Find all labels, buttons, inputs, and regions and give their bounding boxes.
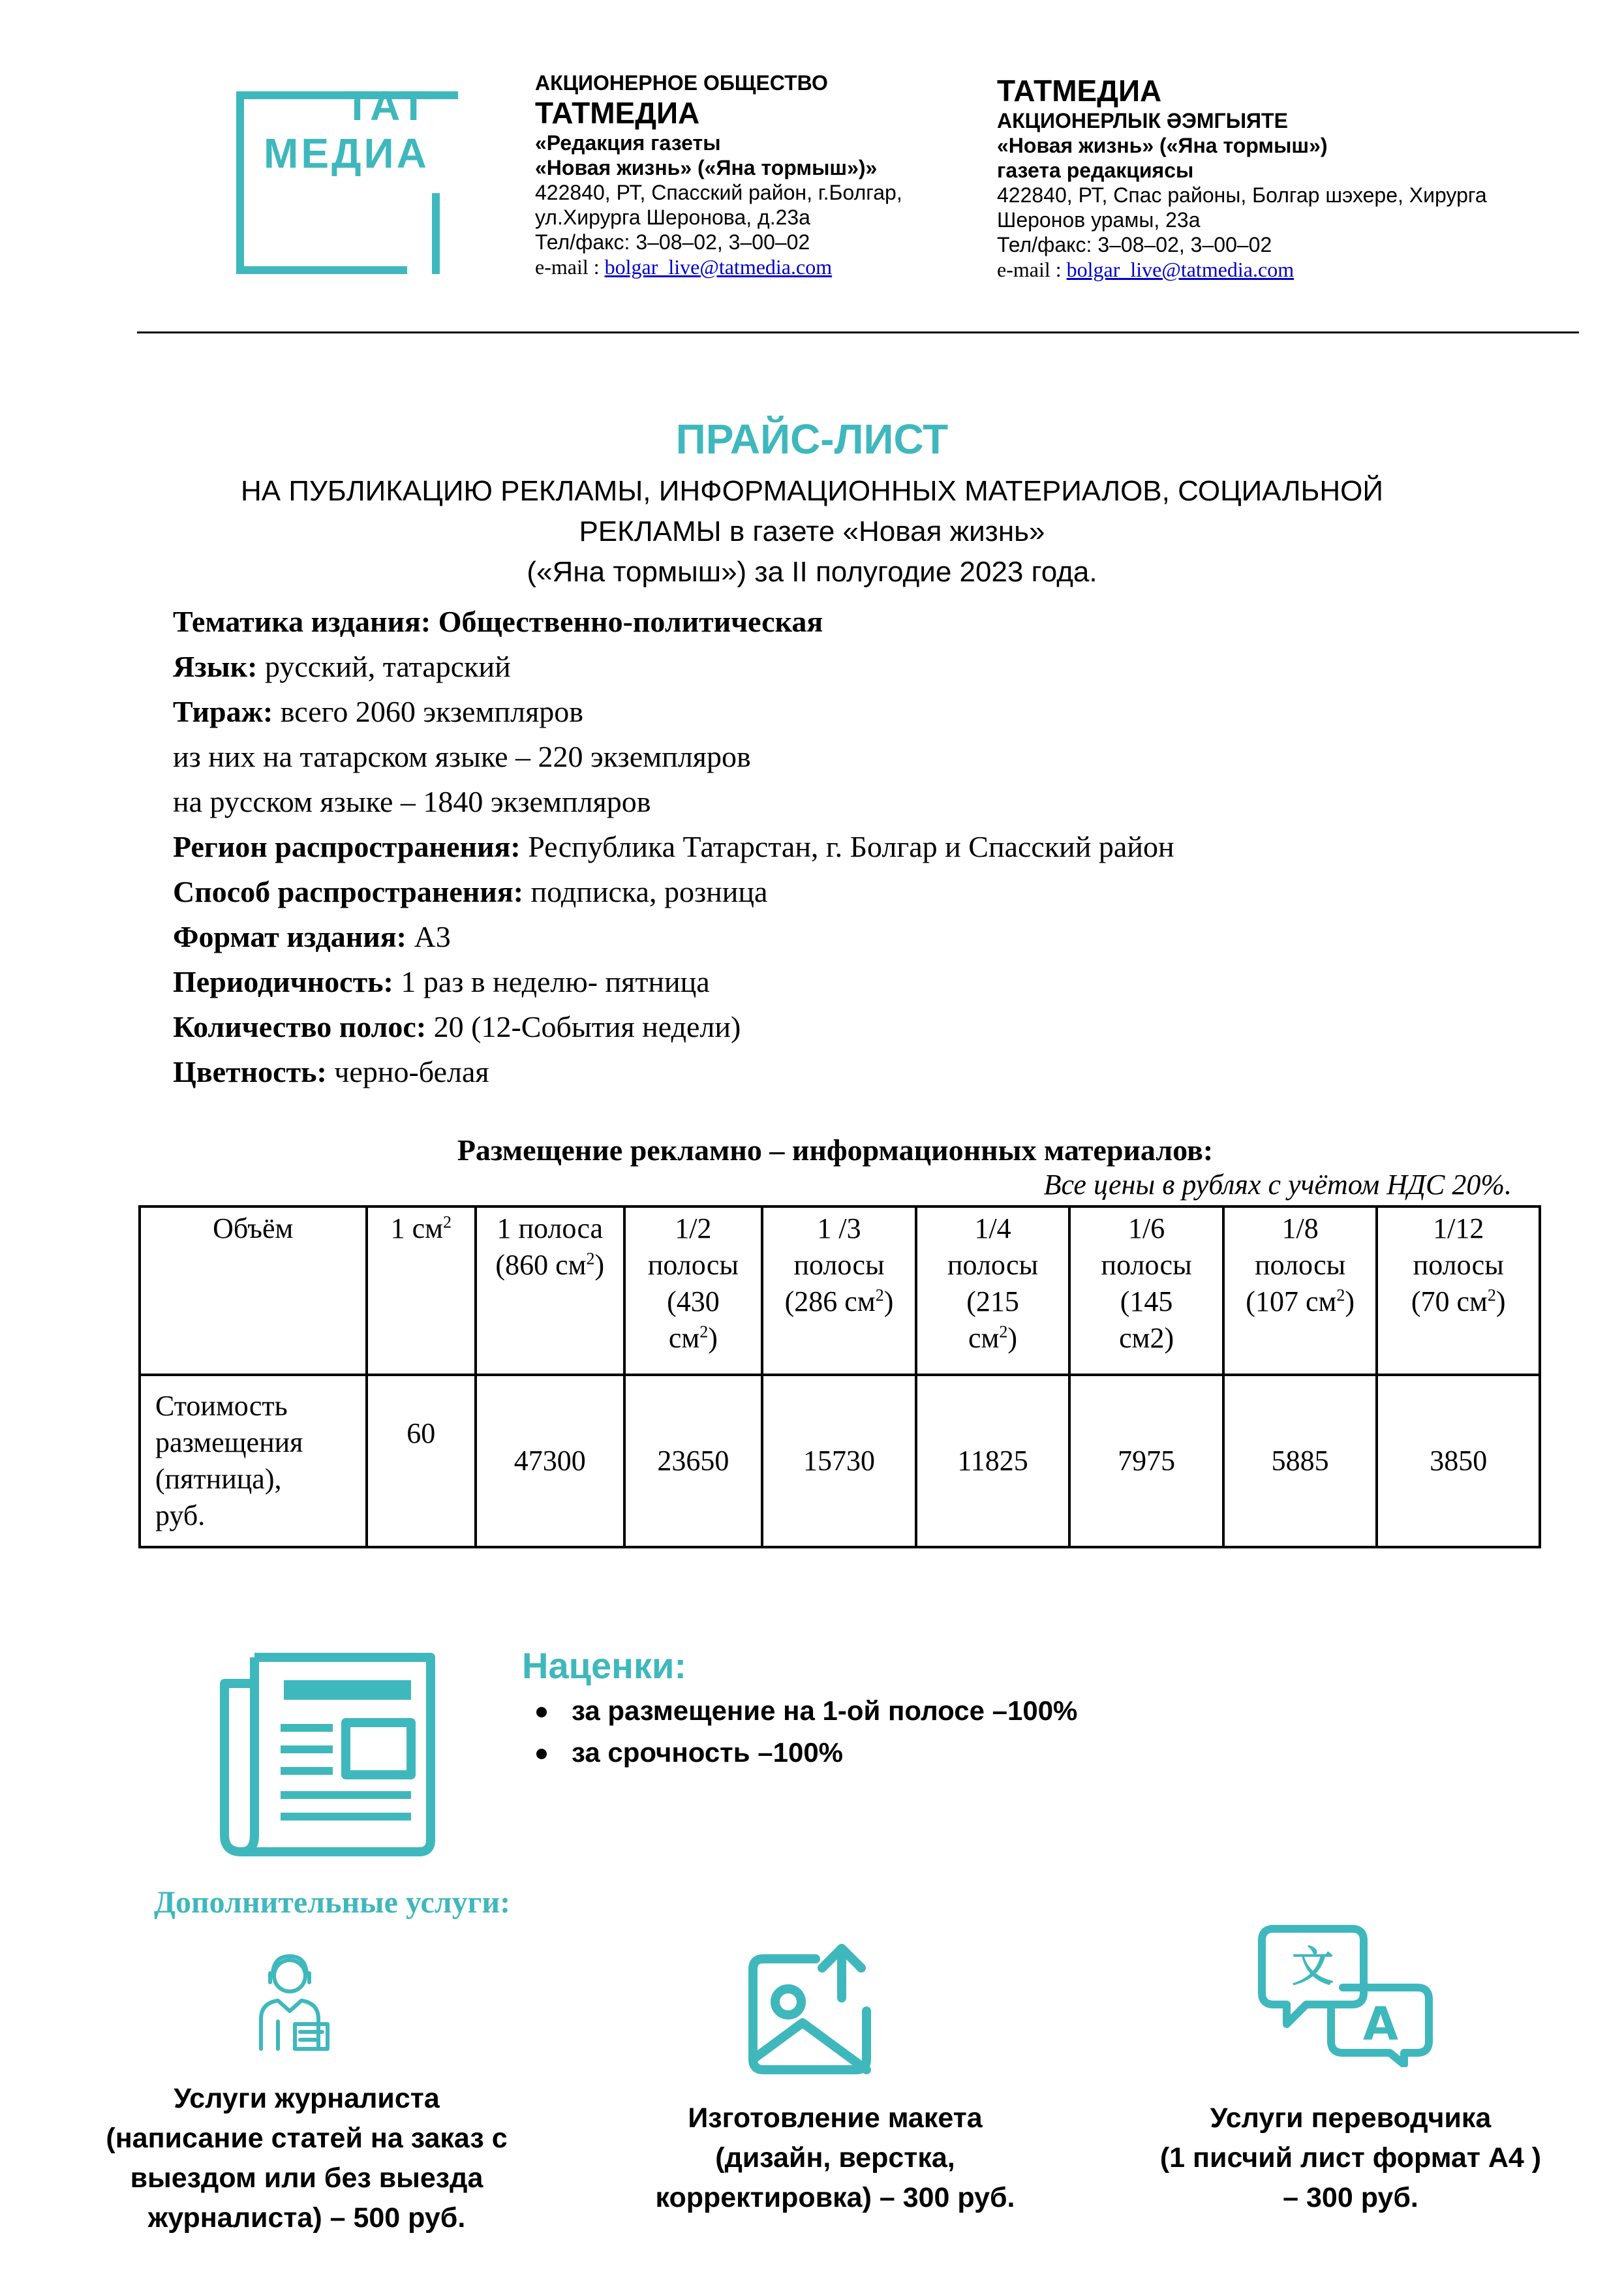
- table-cell: 3850: [1377, 1375, 1540, 1547]
- subtitle-line1: НА ПУБЛИКАЦИЮ РЕКЛАМЫ, ИНФОРМАЦИОННЫХ МАТЕРИАЛОВ, СОЦИАЛЬНОЙ: [241, 475, 1383, 507]
- info-row: Способ распространения: подписка, розница: [173, 875, 768, 908]
- publication-info: [173, 599, 1174, 1094]
- table-header-cell: 1/8 полосы (107 $см^2$): [1223, 1206, 1377, 1375]
- table-row: [140, 1375, 1540, 1547]
- row-label-cell: Стоимость размещения (пятница), руб.: [140, 1375, 367, 1547]
- logo-line2: МЕДИА: [264, 130, 429, 177]
- header-tt-address2: Шеронов урамы, 23а: [997, 208, 1201, 232]
- header-tt-org-type: АКЦИОНЕРЛЫК ӘЭМГЫЯТЕ: [997, 109, 1288, 132]
- header-ru-phone: Тел/факс: 3–08–02, 3–00–02: [535, 230, 810, 254]
- svg-text:文: 文: [1292, 1943, 1334, 1991]
- header-ru-line1: «Редакция газеты: [535, 131, 721, 155]
- info-row: Количество полос: 20 (12-События недели): [173, 1010, 741, 1043]
- table-cell: 60: [367, 1375, 476, 1547]
- subtitle-line2: РЕКЛАМЫ в газете «Новая жизнь»: [579, 515, 1045, 547]
- header-ru: [535, 70, 902, 279]
- table-header-cell: 1/12 полосы (70 $см^2$): [1377, 1206, 1540, 1375]
- info-row: Цветность: черно-белая: [173, 1055, 489, 1088]
- table-cell: 23650: [624, 1375, 763, 1547]
- header-tt: [997, 73, 1487, 282]
- header-ru-address1: 422840, РТ, Спасский район, г.Болгар,: [535, 181, 902, 204]
- header-divider: [137, 331, 1579, 333]
- header-ru-address2: ул.Хирурга Шеронова, д.23а: [535, 206, 810, 229]
- image-upload-icon: [744, 1939, 887, 2080]
- header-tt-line1: «Новая жизнь» («Яна тормыш»): [997, 134, 1328, 157]
- table-header-cell: 1/2 полосы (430 $см^2$): [624, 1206, 763, 1375]
- header-ru-email-row: e-mail : bolgar_live@tatmedia.com: [535, 255, 833, 279]
- service-journalist: Услуги журналиста (написание статей на заказ с выездом или без выезда журналиста) – 500 руб.: [106, 2083, 508, 2234]
- journalist-icon: [252, 1951, 337, 2055]
- header-tt-email-row: e-mail : bolgar_live@tatmedia.com: [997, 258, 1295, 281]
- markup-item: за срочность –100%: [572, 1737, 844, 1768]
- table-note: Все цены в рублях с учётом НДС 20%.: [1043, 1169, 1512, 1201]
- translate-icon: [1254, 1922, 1437, 2067]
- table-header-cell: 1 $см^2$: [367, 1206, 476, 1375]
- table-header-cell: 1/6 полосы (145 см2): [1069, 1206, 1223, 1375]
- header-tt-phone: Тел/факс: 3–08–02, 3–00–02: [997, 233, 1272, 256]
- table-cell: 5885: [1223, 1375, 1377, 1547]
- table-cell: 15730: [762, 1375, 916, 1547]
- subtitle-line3: («Яна тормыш») за II полугодие 2023 года.: [527, 556, 1097, 588]
- info-row: на русском языке – 1840 экземпляров: [173, 785, 651, 818]
- info-row: Тираж: всего 2060 экземпляров: [173, 695, 583, 728]
- header-tt-org-name: ТАТМЕДИА: [997, 74, 1162, 108]
- svg-text:A: A: [1362, 1997, 1399, 2051]
- markup-item: за размещение на 1-ой полосе –100%: [572, 1695, 1078, 1726]
- price-table: [138, 1205, 1541, 1548]
- info-row: Регион распространения: Республика Татарстан, г. Болгар и Спасский район: [173, 830, 1174, 863]
- service-translator: Услуги переводчика (1 писчий лист формат А4 ) – 300 руб.: [1159, 2102, 1542, 2213]
- service-layout: Изготовление макета (дизайн, верстка, корректировка) – 300 руб.: [655, 2102, 1015, 2213]
- table-caption: Размещение рекламно – информационных материалов:: [457, 1133, 1214, 1167]
- header-ru-org-type: АКЦИОНЕРНОЕ ОБЩЕСТВО: [535, 71, 828, 95]
- newspaper-icon: [215, 1644, 450, 1866]
- markups-title: Наценки:: [522, 1645, 687, 1686]
- table-header-cell: 1 /3 полосы (286 $см^2$): [762, 1206, 916, 1375]
- header-tt-address1: 422840, РТ, Спас районы, Болгар шэхере, Хирурга: [997, 183, 1487, 207]
- table-header-cell: 1 полоса (860 $см^2$): [476, 1206, 624, 1375]
- page-title: ПРАЙС-ЛИСТ: [675, 416, 949, 463]
- header-tt-email-link[interactable]: bolgar_live@tatmedia.com: [1066, 258, 1295, 281]
- table-cell: 47300: [476, 1375, 624, 1547]
- header-tt-line2: газета редакциясы: [997, 159, 1194, 182]
- info-row: Периодичность: 1 раз в неделю- пятница: [173, 965, 710, 998]
- table-header-row: [140, 1206, 1540, 1375]
- table-header-cell: Объём: [140, 1206, 367, 1375]
- info-row: Язык: русский, татарский: [173, 650, 511, 683]
- table-header-cell: 1/4 полосы (215 $см^2$): [916, 1206, 1070, 1375]
- header-ru-org-name: ТАТМЕДИА: [535, 96, 700, 130]
- table-cell: 11825: [916, 1375, 1070, 1547]
- extra-services-title: Дополнительные услуги:: [154, 1885, 511, 1920]
- info-row: Тематика издания: Общественно-политическая: [173, 605, 823, 638]
- info-row: из них на татарском языке – 220 экземпляров: [173, 740, 751, 773]
- header-ru-line2: «Новая жизнь» («Яна тормыш»)»: [535, 156, 878, 179]
- logo-line1: ТАТ: [345, 82, 429, 129]
- info-row: Формат издания: А3: [173, 920, 451, 953]
- header-ru-email-link[interactable]: bolgar_live@tatmedia.com: [604, 255, 833, 279]
- table-cell: 7975: [1069, 1375, 1223, 1547]
